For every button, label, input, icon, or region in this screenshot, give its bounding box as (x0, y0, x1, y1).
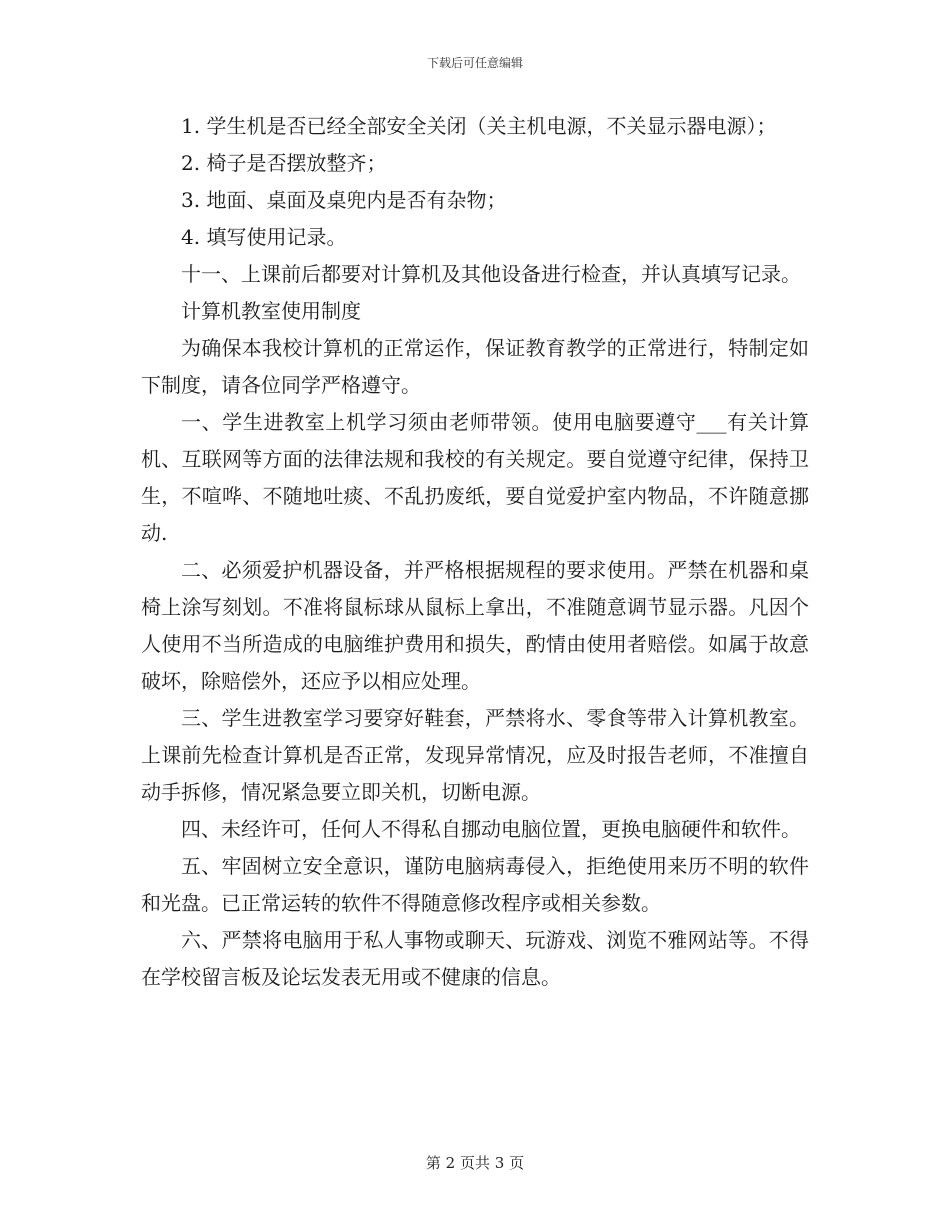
rule-five: 五、牢固树立安全意识，谨防电脑病毒侵入，拒绝使用来历不明的软件和光盘。已正常运转的软件不得随意修改程序或相关参数。 (141, 854, 809, 915)
page-footer: 第 2 页共 3 页 (425, 1154, 525, 1172)
section-title: 计算机教室使用制度 (181, 299, 361, 323)
rule-six: 六、严禁将电脑用于私人事物或聊天、玩游戏、浏览不雅网站等。不得在学校留言板及论坛发表无用或不健康的信息。 (141, 928, 809, 989)
rule-three: 三、学生进教室学习要穿好鞋套，严禁将水、零食等带入计算机教室。上课前先检查计算机是否正常，发现异常情况，应及时报告老师，不准擅自动手拆修，情况紧急要立即关机，切断电源。 (141, 706, 809, 804)
checklist-item-3: 3. 地面、桌面及桌兜内是否有杂物； (181, 188, 507, 212)
document-body (141, 108, 809, 996)
checklist-item-4: 4. 填写使用记录。 (181, 225, 347, 249)
rule-eleven: 十一、上课前后都要对计算机及其他设备进行检查，并认真填写记录。 (181, 262, 801, 286)
rule-four: 四、未经许可，任何人不得私自挪动电脑位置，更换电脑硬件和软件。 (181, 817, 801, 841)
checklist-item-2: 2. 椅子是否摆放整齐； (181, 151, 387, 175)
intro-paragraph: 为确保本我校计算机的正常运作，保证教育教学的正常进行，特制定如下制度，请各位同学严格遵守。 (141, 336, 809, 397)
rule-one: 一、学生进教室上机学习须由老师带领。使用电脑要遵守___有关计算机、互联网等方面的法律法规和我校的有关规定。要自觉遵守纪律，保持卫生，不喧哗、不随地吐痰、不乱扔废纸，要自觉爱护室内物品，不许随意挪动. (141, 410, 809, 545)
checklist-item-1: 1. 学生机是否已经全部安全关闭（关主机电源，不关显示器电源）； (181, 114, 777, 138)
page-header: 下载后可任意编辑 (426, 56, 523, 70)
rule-two: 二、必须爱护机器设备，并严格根据规程的要求使用。严禁在机器和桌椅上涂写刻划。不准将鼠标球从鼠标上拿出，不准随意调节显示器。凡因个人使用不当所造成的电脑维护费用和损失，酌情由使用者赔偿。如属于故意破坏，除赔偿外，还应予以相应处理。 (141, 558, 809, 693)
